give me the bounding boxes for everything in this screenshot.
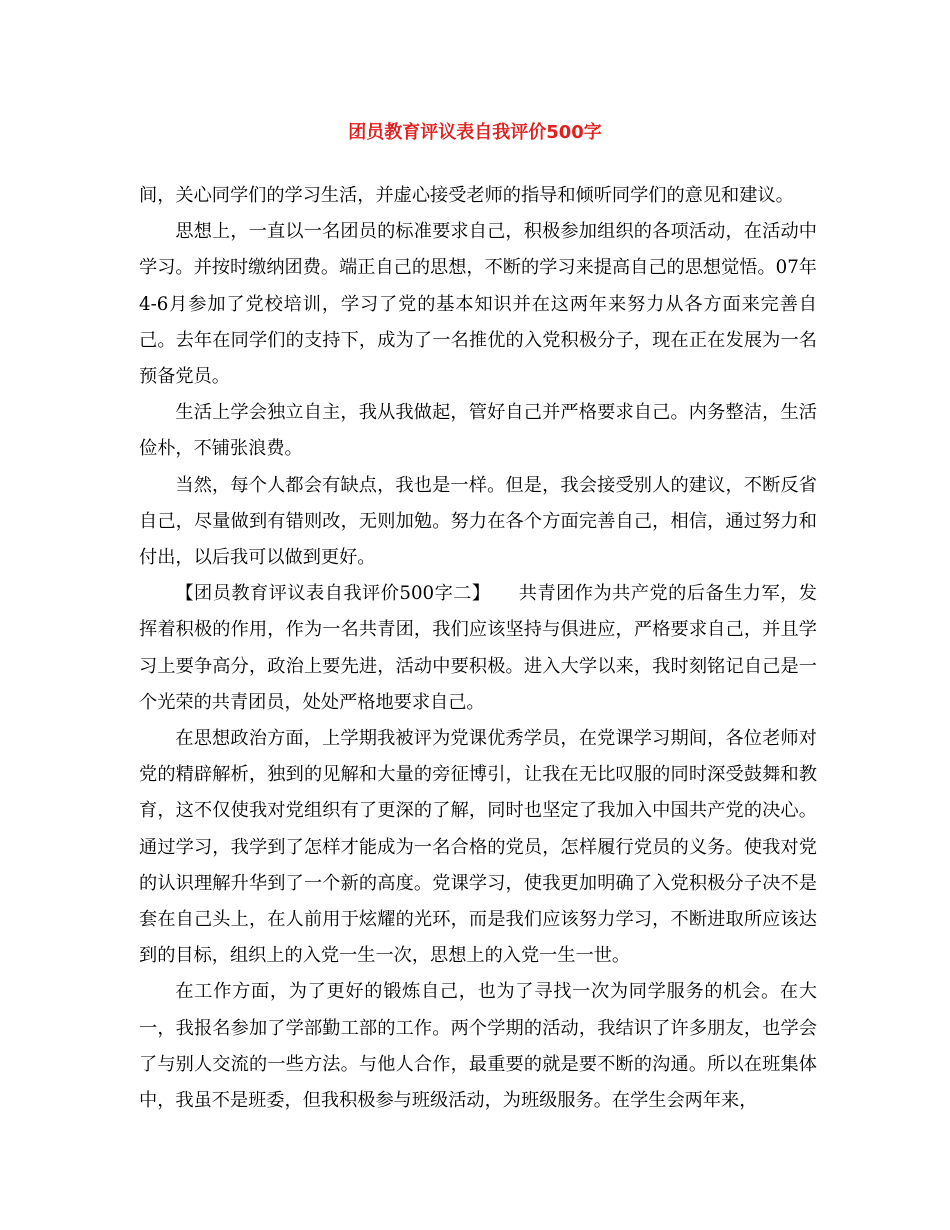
paragraph-7: 在工作方面，为了更好的锻炼自己，也为了寻找一次为同学服务的机会。在大一，我报名参加了学部勤工部的工作。两个学期的活动，我结识了许多朋友，也学会了与别人交流的一些方法。与他人合作，最重要的就是要不断的沟通。所以在班集体中，我虽不是班委，但我积极参与班级活动，为班级服务。在学生会两年来， xyxy=(139,981,817,1112)
paragraph-2: 思想上，一直以一名团员的标准要求自己，积极参加组织的各项活动，在活动中学习。并按时缴纳团费。端正自己的思想，不断的学习来提高自己的思想觉悟。07年4-6月参加了党校培训，学习了党的基本知识并在这两年来努力从各方面来完善自己。去年在同学们的支持下，成为了一名推优的入党积极分子，现在正在发展为一名预备党员。 xyxy=(139,221,817,388)
document-body xyxy=(139,178,817,1119)
paragraph-3: 生活上学会独立自主，我从我做起，管好自己并严格要求自己。内务整洁，生活俭朴，不铺张浪费。 xyxy=(139,402,817,460)
paragraph-4: 当然，每个人都会有缺点，我也是一样。但是，我会接受别人的建议，不断反省自己，尽量做到有错则改，无则加勉。努力在各个方面完善自己，相信，通过努力和付出，以后我可以做到更好。 xyxy=(139,474,817,569)
paragraph-1: 间，关心同学们的学习生活，并虚心接受老师的指导和倾听同学们的意见和建议。 xyxy=(139,185,794,206)
paragraph-6: 在思想政治方面，上学期我被评为党课优秀学员，在党课学习期间，各位老师对党的精辟解析，独到的见解和大量的旁征博引，让我在无比叹服的同时深受鼓舞和教育，这不仅使我对党组织有了更深的了解，同时也坚定了我加入中国共产党的决心。通过学习，我学到了怎样才能成为一名合格的党员，怎样履行党员的义务。使我对党的认识理解升华到了一个新的高度。党课学习，使我更加明确了入党积极分子决不是套在自己头上，在人前用于炫耀的光环，而是我们应该努力学习，不断进取所应该达到的目标，组织上的入党一生一次，思想上的入党一生一世。 xyxy=(139,728,817,967)
paragraph-5: 【团员教育评议表自我评价500字二】 共青团作为共产党的后备生力军，发挥着积极的作用，作为一名共青团，我们应该坚持与俱进应，严格要求自己，并且学习上要争高分，政治上要先进，活动中要积极。进入大学以来，我时刻铭记自己是一个光荣的共青团员，处处严格地要求自己。 xyxy=(139,583,817,713)
document-title: 团员教育评议表自我评价500字 xyxy=(348,122,602,143)
